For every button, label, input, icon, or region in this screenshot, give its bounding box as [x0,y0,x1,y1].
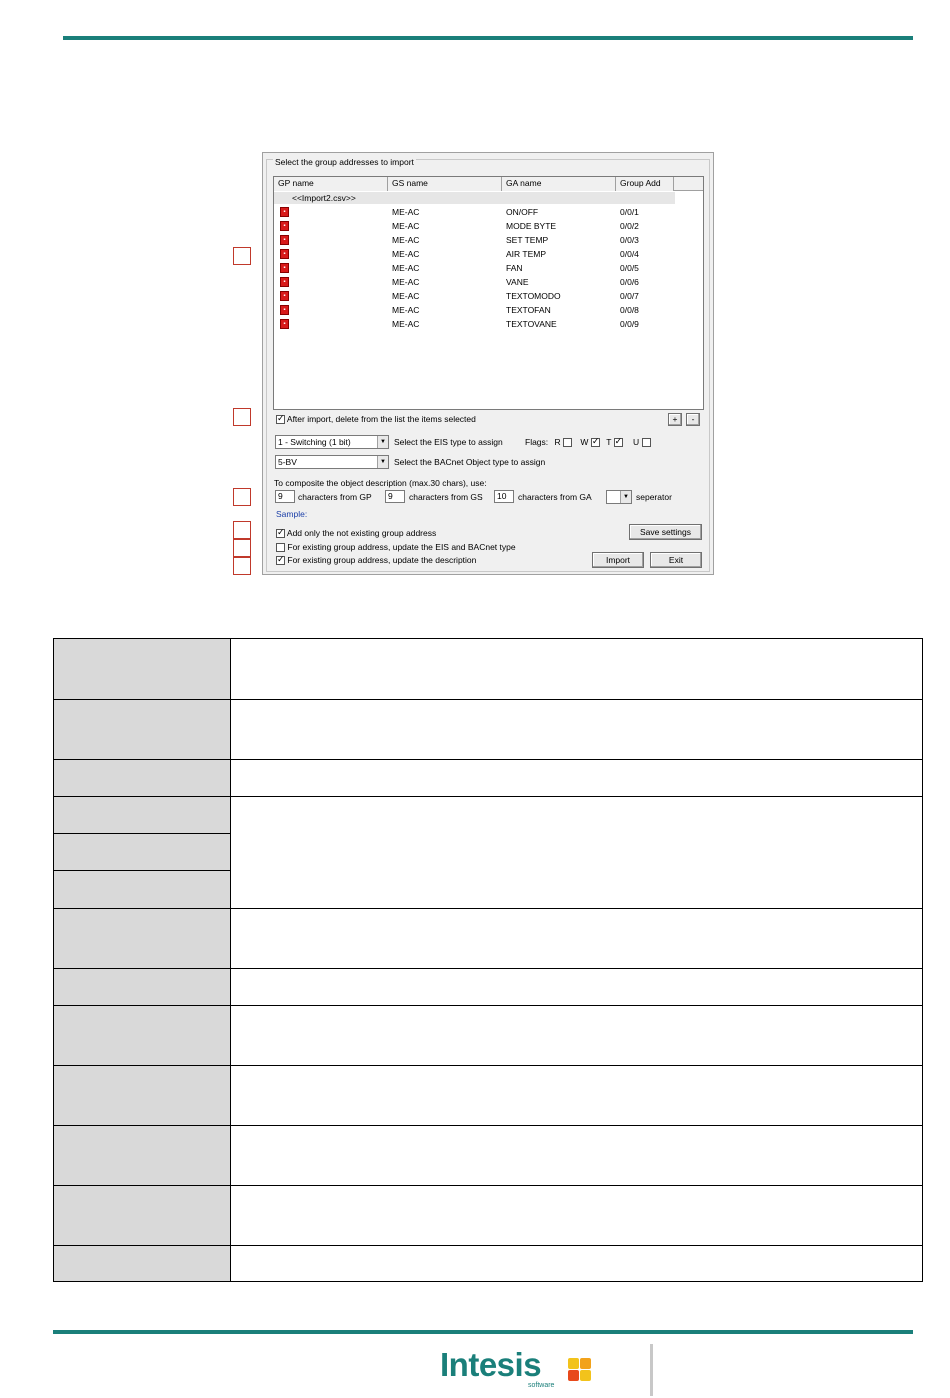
value-cell [231,1066,923,1126]
update-eis-label: For existing group address, update the EIS and BACnet type [287,542,516,552]
list-header [274,177,704,191]
addr-cell: 0/0/8 [620,305,639,315]
label-cell [54,760,231,797]
remove-button[interactable]: - [686,413,700,426]
flags-label: Flags: [525,437,549,447]
callout-marker [233,488,251,506]
callout-marker [233,247,251,265]
label-cell [54,1006,231,1066]
compose-label: To composite the object description (max.30 chars), use: [274,478,487,488]
gs-cell: ME-AC [392,249,420,259]
add-button[interactable]: + [668,413,682,426]
table-row [54,797,923,834]
label-cell [54,1246,231,1282]
flag-u-label: U [633,437,640,447]
ga-chars-label: characters from GA [518,492,592,502]
gs-chars-label: characters from GS [409,492,483,502]
table-row[interactable] [274,205,704,219]
file-row[interactable]: <<Import2.csv>> [274,192,675,204]
table-row[interactable] [274,275,704,289]
eis-type-value: 1 - Switching (1 bit) [278,437,351,447]
value-cell [231,639,923,700]
separator-label: seperator [636,492,672,502]
addr-cell: 0/0/1 [620,207,639,217]
add-only-checkbox[interactable] [276,529,285,538]
value-cell [231,969,923,1006]
gs-cell: ME-AC [392,319,420,329]
flag-r-checkbox[interactable] [563,438,572,447]
addr-cell: 0/0/5 [620,263,639,273]
update-desc-checkbox[interactable] [276,556,285,565]
table-row [54,969,923,1006]
flag-t-checkbox[interactable] [614,438,623,447]
table-row[interactable] [274,289,704,303]
label-cell [54,700,231,760]
logo-subtext: software [528,1382,555,1389]
ga-cell: TEXTOVANE [506,319,557,329]
gs-cell: ME-AC [392,235,420,245]
group-address-icon: ▪ [280,291,289,301]
add-only-option[interactable] [276,528,436,538]
column-gp-name[interactable]: GP name [274,177,388,191]
update-desc-label: For existing group address, update the description [287,555,477,565]
table-row[interactable] [274,219,704,233]
separator-select[interactable] [606,490,632,504]
group-address-icon: ▪ [280,249,289,259]
after-import-option[interactable] [276,414,476,424]
bacnet-type-label: Select the BACnet Object type to assign [394,457,546,467]
value-cell [231,1126,923,1186]
value-cell [231,1186,923,1246]
table-row[interactable] [274,303,704,317]
group-address-list[interactable] [273,176,704,410]
eis-type-label: Select the EIS type to assign [394,437,503,447]
logo-text: Intesis [440,1346,542,1383]
ga-cell: MODE BYTE [506,221,557,231]
label-cell [54,1066,231,1126]
gs-cell: ME-AC [392,263,420,273]
label-cell [54,969,231,1006]
table-row [54,1186,923,1246]
exit-button[interactable]: Exit [650,552,702,568]
flag-u-checkbox[interactable] [642,438,651,447]
table-row [54,1246,923,1282]
label-cell [54,1126,231,1186]
bacnet-type-select[interactable] [275,455,389,469]
ga-cell: TEXTOMODO [506,291,561,301]
callout-marker [233,557,251,575]
label-cell [54,639,231,700]
group-address-groupbox [266,159,710,572]
after-import-checkbox[interactable] [276,415,285,424]
eis-type-select[interactable] [275,435,389,449]
table-row [54,760,923,797]
ga-cell: AIR TEMP [506,249,546,259]
value-cell [231,797,923,909]
table-row[interactable] [274,233,704,247]
chevron-down-icon: ▼ [377,436,388,448]
flag-t-label: T [606,437,612,447]
ga-cell: ON/OFF [506,207,539,217]
addr-cell: 0/0/2 [620,221,639,231]
label-cell [54,909,231,969]
value-cell [231,760,923,797]
after-import-label: After import, delete from the list the items selected [286,414,476,424]
gs-cell: ME-AC [392,277,420,287]
sample-label: Sample: [276,509,308,519]
label-cell [54,834,231,871]
group-address-icon: ▪ [280,235,289,245]
table-row [54,909,923,969]
table-row[interactable] [274,261,704,275]
footer-separator [650,1344,653,1396]
update-desc-option[interactable] [276,555,476,565]
column-ga-name[interactable]: GA name [502,177,616,191]
logo-mark-icon [568,1358,592,1382]
addr-cell: 0/0/3 [620,235,639,245]
addr-cell: 0/0/7 [620,291,639,301]
import-button[interactable]: Import [592,552,644,568]
addr-cell: 0/0/4 [620,249,639,259]
ga-cell: VANE [506,277,529,287]
flag-w-checkbox[interactable] [591,438,600,447]
add-only-label: Add only the not existing group address [286,528,437,538]
gs-cell: ME-AC [392,207,420,217]
update-eis-checkbox[interactable] [276,543,285,552]
table-row[interactable] [274,317,704,331]
label-cell [54,797,231,834]
chevron-down-icon: ▼ [377,456,388,468]
gs-cell: ME-AC [392,221,420,231]
intesis-logo [440,1346,555,1389]
flags-group [525,437,651,447]
header-rule [63,36,913,40]
table-row [54,700,923,760]
footer-rule [53,1330,913,1334]
column-gs-name[interactable]: GS name [388,177,502,191]
table-row[interactable] [274,247,704,261]
value-cell [231,700,923,760]
callout-marker [233,521,251,539]
table-row [54,639,923,700]
ga-cell: FAN [506,263,523,273]
gs-cell: ME-AC [392,291,420,301]
gp-chars-input[interactable]: 9 [275,490,295,503]
value-cell [231,1006,923,1066]
table-row [54,1066,923,1126]
table-row [54,1126,923,1186]
group-address-icon: ▪ [280,305,289,315]
table-row [54,1006,923,1066]
addr-cell: 0/0/9 [620,319,639,329]
ga-cell: TEXTOFAN [506,305,551,315]
group-address-icon: ▪ [280,277,289,287]
callout-marker [233,539,251,557]
label-cell [54,871,231,909]
import-dialog [262,152,714,575]
bacnet-type-value: 5-BV [278,457,297,467]
gs-cell: ME-AC [392,305,420,315]
group-address-icon: ▪ [280,207,289,217]
flag-w-label: W [580,437,589,447]
ga-chars-input[interactable]: 10 [494,490,514,503]
addr-cell: 0/0/6 [620,277,639,287]
save-settings-button[interactable]: Save settings [629,524,702,540]
label-cell [54,1186,231,1246]
gs-chars-input[interactable]: 9 [385,490,405,503]
column-group-add[interactable]: Group Add [616,177,674,191]
group-address-icon: ▪ [280,319,289,329]
update-eis-option[interactable] [276,542,516,552]
callout-marker [233,408,251,426]
flag-r-label: R [554,437,561,447]
group-address-icon: ▪ [280,221,289,231]
group-title: Select the group addresses to import [275,157,414,167]
value-cell [231,909,923,969]
chevron-down-icon: ▼ [620,491,631,503]
ga-cell: SET TEMP [506,235,549,245]
description-table [53,638,923,1282]
group-address-icon: ▪ [280,263,289,273]
gp-chars-label: characters from GP [298,492,372,502]
value-cell [231,1246,923,1282]
